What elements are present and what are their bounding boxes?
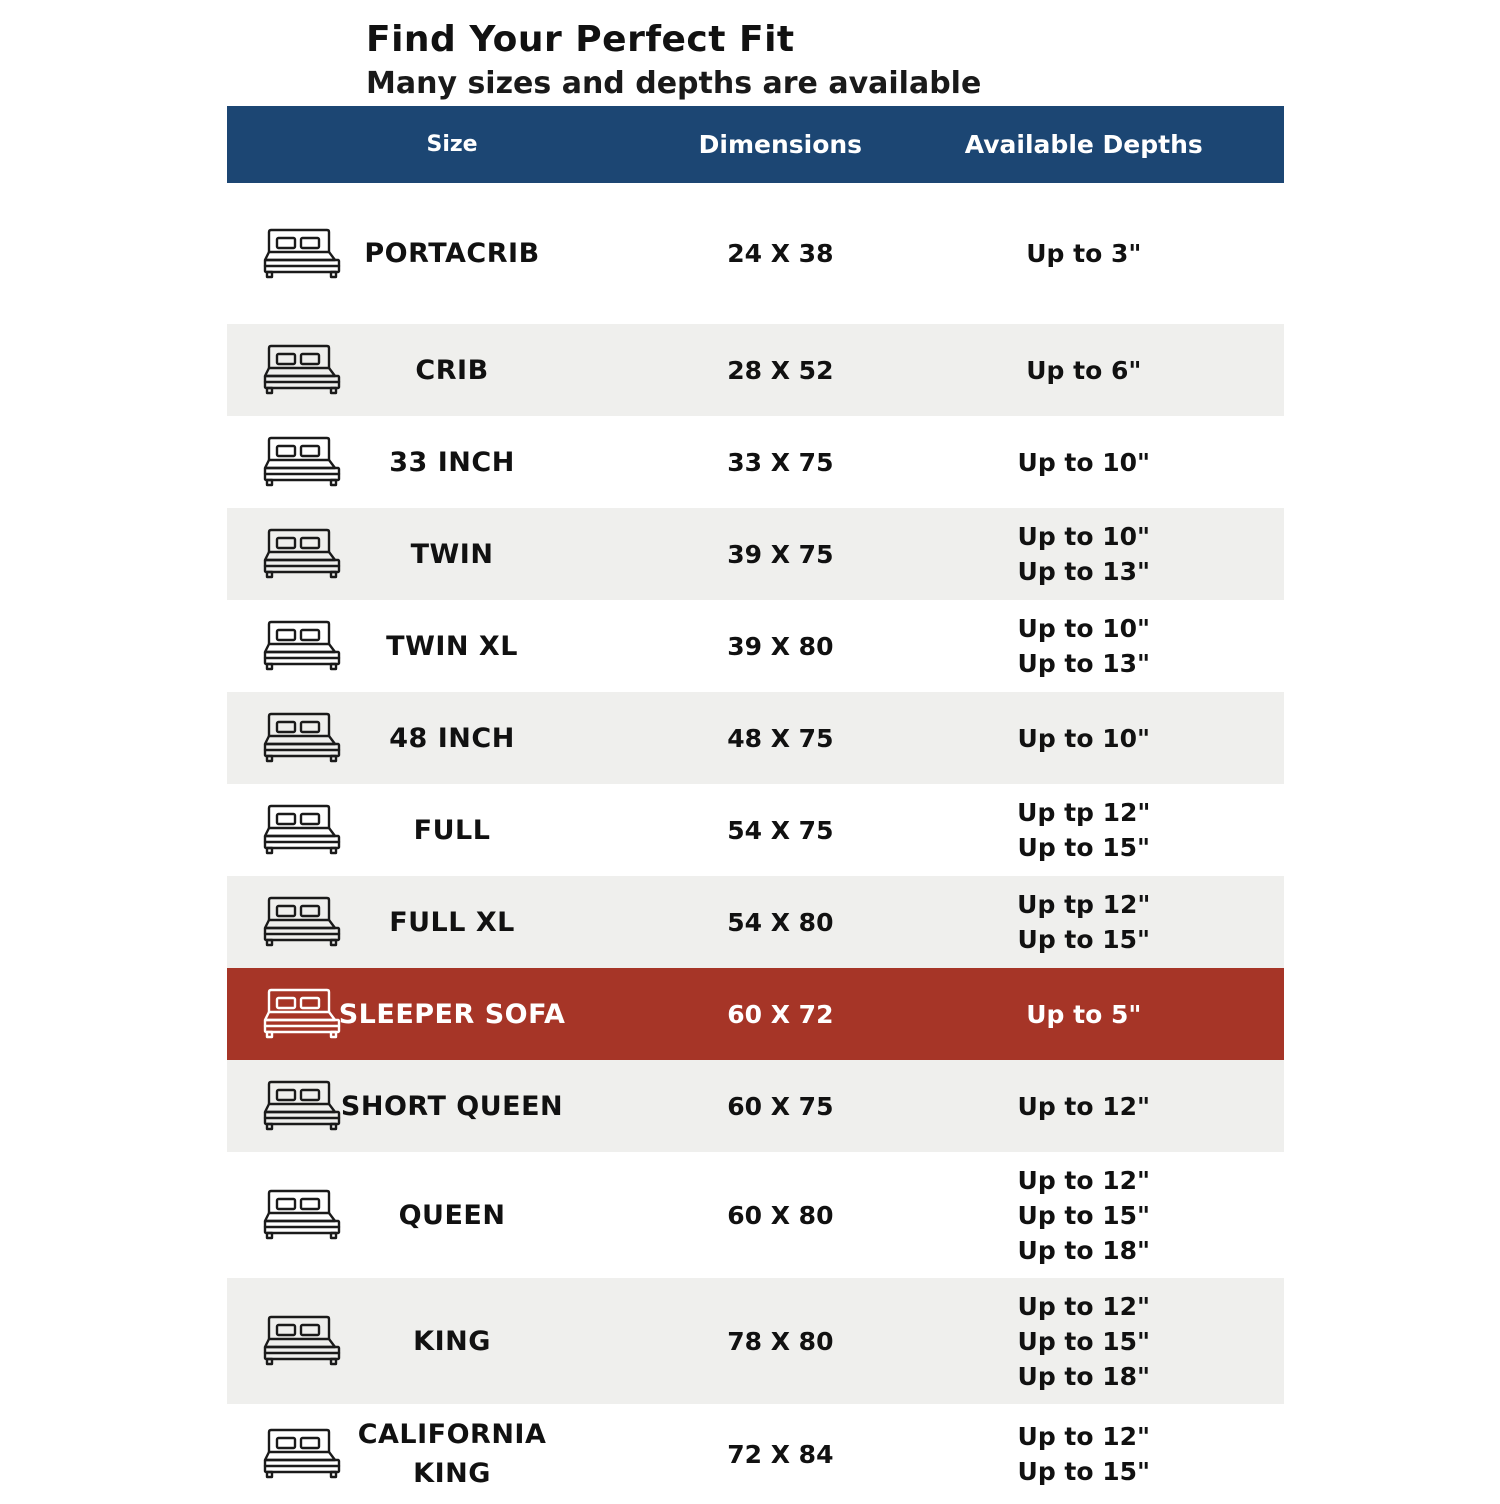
column-header-dimensions: Dimensions [698, 130, 863, 159]
table-header [227, 106, 1284, 183]
table-row [227, 692, 1284, 784]
size-table [227, 106, 1284, 1504]
size-label-line: TWIN [410, 538, 494, 570]
dimensions-cell: 28 X 52 [727, 355, 834, 385]
size-cell [227, 1152, 677, 1278]
size-cell [227, 1278, 677, 1404]
table-row [227, 183, 1284, 324]
table-row [227, 324, 1284, 416]
size-cell [227, 876, 677, 968]
depth-option: Up tp 12" [1017, 890, 1151, 919]
bed-icon [263, 712, 341, 764]
bed-icon [263, 804, 341, 856]
depth-option: Up to 10" [1017, 447, 1151, 477]
dimensions-cell: 54 X 75 [727, 815, 834, 845]
dimensions-cell: 54 X 80 [727, 907, 834, 937]
table-row [227, 416, 1284, 508]
dimensions-cell: 24 X 38 [727, 239, 834, 268]
dimensions-cell: 60 X 80 [727, 1200, 834, 1230]
size-cell [227, 1060, 677, 1152]
table-row [227, 508, 1284, 600]
table-body [227, 183, 1284, 1504]
table-row [227, 876, 1284, 968]
depths-cell [884, 1289, 1284, 1394]
size-cell [227, 324, 677, 416]
table-row [227, 1060, 1284, 1152]
table-row [227, 1278, 1284, 1404]
dimensions-cell: 33 X 75 [727, 447, 834, 477]
size-cell [227, 183, 677, 324]
depths-cell [884, 353, 1284, 388]
depth-option: Up to 18" [1017, 1361, 1151, 1391]
size-cell [227, 968, 677, 1060]
depths-cell [884, 236, 1284, 271]
size-cell [227, 1404, 677, 1504]
page-title: Find Your Perfect Fit [366, 19, 795, 60]
page-heading [366, 18, 981, 106]
table-row [227, 784, 1284, 876]
depth-option: Up to 12" [1017, 1422, 1151, 1451]
depth-option: Up tp 12" [1017, 798, 1151, 827]
depths-cell [884, 445, 1284, 480]
size-label [389, 903, 515, 942]
size-label [399, 1196, 506, 1235]
size-label [358, 1415, 547, 1493]
depth-option: Up to 10" [1017, 614, 1151, 643]
depth-option: Up to 12" [1017, 1291, 1151, 1321]
size-label-line: CALIFORNIA [357, 1419, 547, 1450]
depths-cell [884, 1089, 1284, 1124]
table-row [227, 1404, 1284, 1504]
size-cell [227, 508, 677, 600]
size-label [411, 535, 494, 574]
size-label [341, 1087, 563, 1126]
size-label [389, 443, 515, 482]
size-label-line: PORTACRIB [364, 238, 540, 269]
size-cell [227, 416, 677, 508]
depths-cell [884, 611, 1284, 681]
size-label-line: KING [413, 1458, 491, 1489]
depths-cell [884, 519, 1284, 589]
depth-option: Up to 12" [1017, 1165, 1151, 1195]
table-row [227, 1152, 1284, 1278]
depth-option: Up to 15" [1017, 1200, 1151, 1230]
size-label-line: 48 INCH [389, 722, 515, 754]
page-subtitle: Many sizes and depths are available [366, 66, 982, 101]
depths-cell [884, 997, 1284, 1032]
size-cell [227, 784, 677, 876]
size-label [386, 627, 518, 666]
depth-option: Up to 10" [1017, 723, 1151, 753]
bed-icon [263, 528, 341, 580]
size-label [415, 351, 488, 390]
bed-icon [263, 344, 341, 396]
dimensions-cell: 39 X 80 [727, 631, 834, 661]
depths-cell [884, 1419, 1284, 1489]
bed-icon [263, 620, 341, 672]
depths-cell [884, 1163, 1284, 1268]
size-label-line: SHORT QUEEN [340, 1090, 564, 1122]
size-label-line: TWIN XL [386, 630, 518, 662]
size-label-line: QUEEN [398, 1199, 506, 1231]
depths-cell [884, 721, 1284, 756]
depth-option: Up to 10" [1017, 522, 1151, 551]
dimensions-cell: 48 X 75 [727, 723, 834, 753]
dimensions-cell: 60 X 72 [727, 999, 834, 1029]
table-row [227, 968, 1284, 1060]
size-label-line: 33 INCH [389, 446, 515, 478]
size-label [389, 719, 515, 758]
depth-option: Up to 13" [1017, 649, 1151, 678]
bed-icon [263, 228, 341, 280]
dimensions-cell: 72 X 84 [727, 1439, 834, 1469]
depth-option: Up to 6" [1026, 355, 1142, 385]
bed-icon [263, 988, 341, 1040]
dimensions-cell: 39 X 75 [727, 539, 834, 569]
depth-option: Up to 15" [1017, 833, 1151, 862]
depth-option: Up to 15" [1017, 925, 1151, 954]
depth-option: Up to 13" [1017, 557, 1151, 586]
dimensions-cell: 78 X 80 [727, 1326, 834, 1356]
table-row [227, 600, 1284, 692]
size-label [413, 1322, 491, 1361]
size-label-line: FULL [413, 814, 491, 846]
size-label-line: FULL XL [389, 906, 515, 938]
depth-option: Up to 12" [1017, 1091, 1151, 1121]
dimensions-cell: 60 X 75 [727, 1091, 834, 1121]
size-label [339, 995, 566, 1034]
depths-cell [884, 795, 1284, 865]
bed-icon [263, 896, 341, 948]
size-label-line: SLEEPER SOFA [338, 998, 566, 1030]
size-label-line: CRIB [415, 354, 489, 386]
bed-icon [263, 1428, 341, 1480]
depth-option: Up to 15" [1017, 1457, 1151, 1486]
size-label-line: KING [413, 1325, 491, 1357]
depths-cell [884, 887, 1284, 957]
bed-icon [263, 436, 341, 488]
size-cell [227, 600, 677, 692]
size-label [364, 234, 539, 273]
column-header-size: Size [426, 132, 478, 157]
depth-option: Up to 3" [1026, 239, 1142, 268]
bed-icon [263, 1189, 341, 1241]
size-cell [227, 692, 677, 784]
bed-icon [263, 1315, 341, 1367]
depth-option: Up to 18" [1017, 1235, 1151, 1265]
column-header-depths: Available Depths [964, 130, 1203, 159]
depth-option: Up to 5" [1026, 999, 1142, 1029]
size-label [414, 811, 491, 850]
bed-icon [263, 1080, 341, 1132]
depth-option: Up to 15" [1017, 1326, 1151, 1356]
